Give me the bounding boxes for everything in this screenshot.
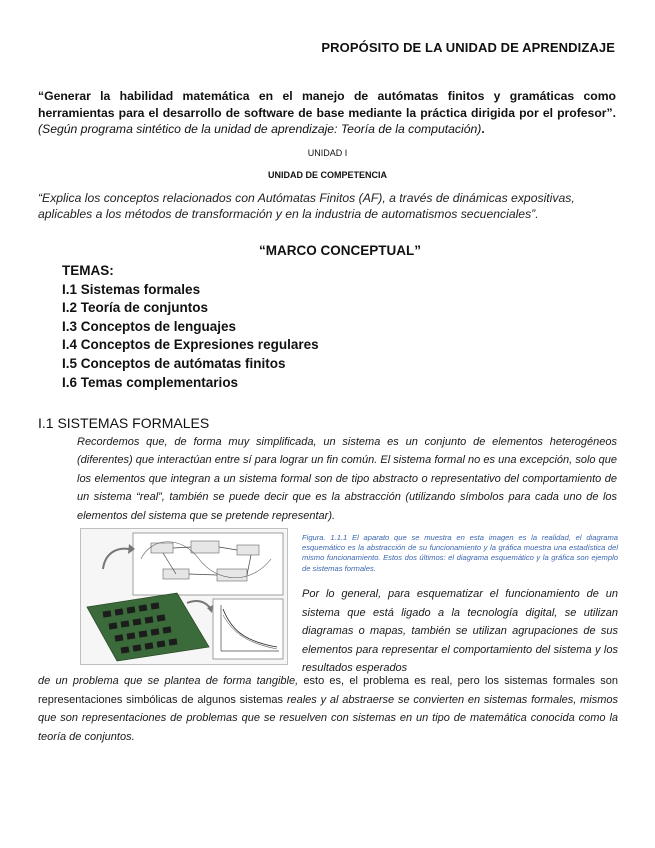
competence-text: “Explica los conceptos relacionados con Autómatas Finitos (AF), a través de dinámicas expositivas, aplicables a los métodos de transformación y en la industria de automatismos secuenciales”. bbox=[38, 191, 575, 221]
purpose-source: (Según programa sintético de la unidad de aprendizaje: Teoría de la computación) bbox=[38, 122, 482, 136]
topics-label: TEMAS: bbox=[62, 263, 114, 278]
section-paragraph-2: Por lo general, para esquematizar el funcionamiento de un sistema que está ligado a la tecnología digital, se utilizan diagramas o mapas, también se utilizan agrupaciones de sus elementos para representar el comportamiento del sistema y los resultados esperados bbox=[302, 588, 618, 675]
competence-label: UNIDAD DE COMPETENCIA bbox=[267, 170, 387, 180]
topic-item: I.1 Sistemas formales bbox=[62, 281, 201, 297]
section-paragraph-1: Recordemos que, de forma muy simplificada, un sistema es un conjunto de elementos heterogéneos (diferentes) que interactúan entre sí para lograr un fin común. El sistema formal no es una excepción, solo que los elementos que integran a un sistema formal son de tipo abstracto o representativo del comportamiento de un sistema “real”, también se puede decir que es la abstracción (utilizando símbolos para cada uno de los elementos del sistema que se pretende representar). bbox=[77, 436, 617, 522]
topic-item: I.3 Conceptos de lenguajes bbox=[62, 318, 237, 334]
figure-illustration bbox=[81, 529, 287, 664]
section-heading: I.1 SISTEMAS FORMALES bbox=[38, 415, 210, 431]
page-title: PROPÓSITO DE LA UNIDAD DE APRENDIZAJE bbox=[321, 40, 615, 55]
topics-list bbox=[62, 262, 319, 392]
topic-item: I.2 Teoría de conjuntos bbox=[62, 300, 209, 316]
paragraph-3-part-c: reales y al abstraerse se convierten en sistemas formales, mismos que son representaciones de problemas que se resuelven con sistemas en un tipo de matemática conocida como la teoría de conjuntos. bbox=[38, 693, 619, 744]
purpose-end: . bbox=[481, 122, 485, 136]
framework-title: “MARCO CONCEPTUAL” bbox=[259, 243, 421, 258]
topic-item: I.5 Conceptos de autómatas finitos bbox=[62, 355, 286, 371]
section-paragraph-3 bbox=[38, 672, 618, 747]
unit-label: UNIDAD I bbox=[307, 148, 348, 158]
topic-item: I.6 Temas complementarios bbox=[62, 374, 239, 390]
topic-item: I.4 Conceptos de Expresiones regulares bbox=[62, 337, 319, 353]
purpose-paragraph bbox=[38, 88, 616, 138]
paragraph-3-part-a: de un problema que se plantea de forma tangible, bbox=[38, 675, 299, 687]
figure-caption: Figura. 1.1.1 El aparato que se muestra en esta imagen es la realidad, el diagrama esquemático es la abstracción de su funcionamiento y la gráfica muestra una estadística del mismo funcionamiento. Estos dos últimos: el diagrama esquemático y la gráfica son ejemplo de sistemas formales. bbox=[302, 533, 618, 573]
figure-image bbox=[80, 528, 288, 665]
purpose-quote: “Generar la habilidad matemática en el manejo de autómatas finitos y gramáticas como herramientas para el desarrollo de software de base mediante la práctica dirigida por el profesor”. bbox=[38, 89, 616, 120]
paragraph-3-part-b: esto es, el problema es real, pero los sistemas formales son representaciones simbólicas de algunos sistemas bbox=[38, 675, 618, 706]
